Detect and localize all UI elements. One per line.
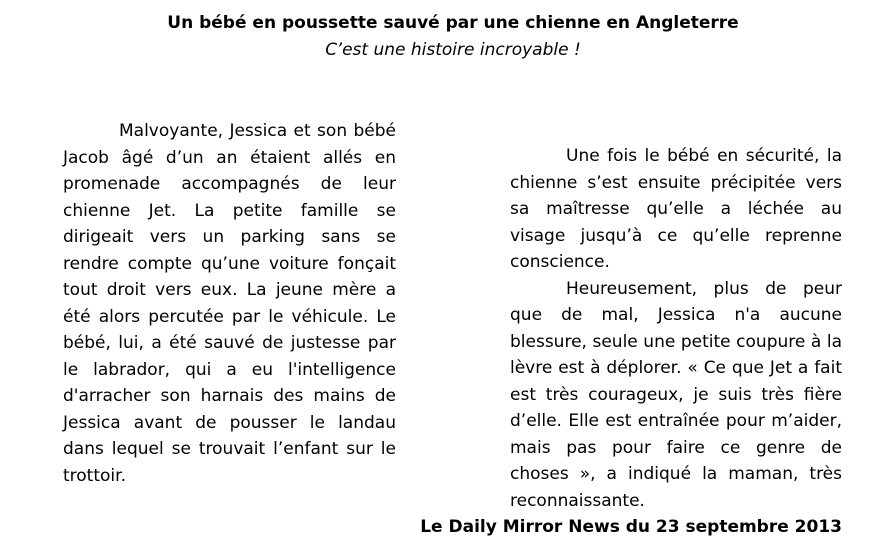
paragraph: Malvoyante, Jessica et son bébé Jacob âgé d’un an étaient allés en promenade accompagnés de leur chienne Jet. La petite famille se dirigeait vers un parking sans se rendre compte qu’une voiture fonçait tout droit vers eux. La jeune mère a été alors percutée par le véhicule. Le bébé, lui, a été sauvé de justesse par le labrador, qui a eu l'intelligence d'arracher son harnais des mains de Jessica avant de pousser le landau dans lequel se trouvait l’enfant sur le trottoir. bbox=[63, 121, 396, 486]
article-subtitle: C’est une histoire incroyable ! bbox=[325, 40, 581, 60]
right-column bbox=[510, 143, 842, 514]
paragraph: Heureusement, plus de peur que de mal, Jessica n'a aucune blessure, seule une petite coupure à la lèvre est à déplorer. « Ce que Jet a fait est très courageux, je suis très fière d’elle. Elle est entraînée pour m’aider, mais pas pour faire ce genre de choses », a indiqué la maman, très reconnaissante. bbox=[510, 278, 842, 511]
left-column bbox=[63, 118, 396, 489]
article-title: Un bébé en poussette sauvé par une chienne en Angleterre bbox=[167, 13, 739, 33]
paragraph: Une fois le bébé en sécurité, la chienne s’est ensuite précipitée vers sa maîtresse qu’elle a léchée au visage jusqu’à ce qu’elle reprenne conscience. bbox=[510, 146, 842, 272]
article-source: Le Daily Mirror News du 23 septembre 2013 bbox=[420, 517, 842, 537]
